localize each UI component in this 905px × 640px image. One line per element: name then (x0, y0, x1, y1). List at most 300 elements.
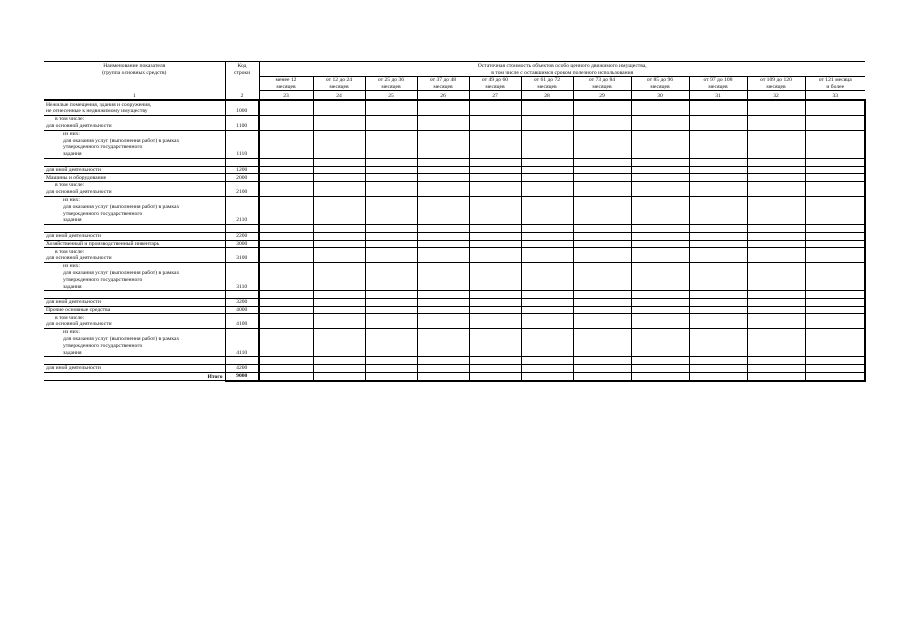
value-cell[interactable] (805, 174, 865, 182)
value-cell[interactable] (805, 357, 865, 365)
value-cell[interactable] (469, 240, 521, 248)
value-cell[interactable] (747, 166, 805, 174)
value-cell[interactable] (805, 365, 865, 373)
value-cell[interactable] (521, 123, 573, 130)
value-cell[interactable] (573, 232, 631, 240)
value-cell[interactable] (805, 372, 865, 380)
value-cell[interactable] (365, 189, 417, 196)
value-cell[interactable] (365, 204, 417, 211)
value-cell[interactable] (747, 144, 805, 151)
value-cell[interactable] (747, 182, 805, 189)
value-cell[interactable] (417, 365, 469, 373)
value-cell[interactable] (747, 108, 805, 115)
value-cell[interactable] (469, 108, 521, 115)
value-cell[interactable] (521, 189, 573, 196)
value-cell[interactable] (631, 314, 689, 321)
value-cell[interactable] (689, 115, 747, 122)
value-cell[interactable] (469, 123, 521, 130)
value-cell[interactable] (365, 158, 417, 166)
value-cell[interactable] (631, 151, 689, 158)
value-cell[interactable] (747, 123, 805, 130)
value-cell[interactable] (469, 204, 521, 211)
value-cell[interactable] (259, 306, 313, 314)
value-cell[interactable] (313, 217, 365, 224)
value-cell[interactable] (313, 349, 365, 356)
value-cell[interactable] (313, 283, 365, 290)
value-cell[interactable] (313, 343, 365, 350)
value-cell[interactable] (365, 343, 417, 350)
value-cell[interactable] (747, 277, 805, 284)
value-cell[interactable] (259, 144, 313, 151)
value-cell[interactable] (805, 262, 865, 269)
value-cell[interactable] (521, 182, 573, 189)
value-cell[interactable] (747, 336, 805, 343)
value-cell[interactable] (521, 336, 573, 343)
value-cell[interactable] (747, 298, 805, 306)
value-cell[interactable] (521, 306, 573, 314)
value-cell[interactable] (805, 210, 865, 217)
value-cell[interactable] (417, 277, 469, 284)
value-cell[interactable] (521, 210, 573, 217)
value-cell[interactable] (259, 108, 313, 115)
value-cell[interactable] (365, 306, 417, 314)
value-cell[interactable] (259, 283, 313, 290)
value-cell[interactable] (469, 336, 521, 343)
value-cell[interactable] (805, 232, 865, 240)
value-cell[interactable] (631, 262, 689, 269)
value-cell[interactable] (805, 298, 865, 306)
value-cell[interactable] (573, 210, 631, 217)
value-cell[interactable] (573, 130, 631, 137)
value-cell[interactable] (365, 357, 417, 365)
value-cell[interactable] (631, 224, 689, 232)
value-cell[interactable] (259, 314, 313, 321)
value-cell[interactable] (631, 343, 689, 350)
value-cell[interactable] (805, 204, 865, 211)
value-cell[interactable] (313, 372, 365, 380)
value-cell[interactable] (747, 196, 805, 203)
value-cell[interactable] (313, 100, 365, 108)
value-cell[interactable] (365, 224, 417, 232)
value-cell[interactable] (365, 182, 417, 189)
value-cell[interactable] (689, 204, 747, 211)
value-cell[interactable] (365, 291, 417, 299)
value-cell[interactable] (259, 210, 313, 217)
value-cell[interactable] (259, 298, 313, 306)
value-cell[interactable] (365, 372, 417, 380)
value-cell[interactable] (805, 349, 865, 356)
value-cell[interactable] (805, 336, 865, 343)
value-cell[interactable] (469, 196, 521, 203)
value-cell[interactable] (521, 240, 573, 248)
value-cell[interactable] (469, 210, 521, 217)
value-cell[interactable] (805, 329, 865, 336)
value-cell[interactable] (573, 189, 631, 196)
value-cell[interactable] (417, 262, 469, 269)
value-cell[interactable] (313, 158, 365, 166)
value-cell[interactable] (313, 151, 365, 158)
value-cell[interactable] (469, 357, 521, 365)
value-cell[interactable] (417, 137, 469, 144)
value-cell[interactable] (631, 365, 689, 373)
value-cell[interactable] (805, 306, 865, 314)
value-cell[interactable] (573, 100, 631, 108)
value-cell[interactable] (365, 217, 417, 224)
value-cell[interactable] (747, 151, 805, 158)
value-cell[interactable] (521, 314, 573, 321)
value-cell[interactable] (805, 255, 865, 262)
value-cell[interactable] (573, 108, 631, 115)
value-cell[interactable] (365, 144, 417, 151)
value-cell[interactable] (469, 349, 521, 356)
value-cell[interactable] (313, 123, 365, 130)
value-cell[interactable] (259, 372, 313, 380)
value-cell[interactable] (631, 130, 689, 137)
value-cell[interactable] (689, 108, 747, 115)
value-cell[interactable] (469, 232, 521, 240)
value-cell[interactable] (805, 151, 865, 158)
value-cell[interactable] (805, 189, 865, 196)
value-cell[interactable] (417, 204, 469, 211)
value-cell[interactable] (631, 144, 689, 151)
value-cell[interactable] (689, 196, 747, 203)
value-cell[interactable] (631, 108, 689, 115)
value-cell[interactable] (747, 210, 805, 217)
value-cell[interactable] (573, 298, 631, 306)
value-cell[interactable] (417, 174, 469, 182)
value-cell[interactable] (521, 174, 573, 182)
value-cell[interactable] (573, 217, 631, 224)
value-cell[interactable] (417, 270, 469, 277)
value-cell[interactable] (365, 349, 417, 356)
value-cell[interactable] (313, 298, 365, 306)
value-cell[interactable] (573, 151, 631, 158)
value-cell[interactable] (631, 291, 689, 299)
value-cell[interactable] (313, 277, 365, 284)
value-cell[interactable] (469, 365, 521, 373)
value-cell[interactable] (259, 248, 313, 255)
value-cell[interactable] (689, 174, 747, 182)
value-cell[interactable] (417, 210, 469, 217)
value-cell[interactable] (365, 329, 417, 336)
value-cell[interactable] (469, 174, 521, 182)
value-cell[interactable] (365, 283, 417, 290)
value-cell[interactable] (689, 224, 747, 232)
value-cell[interactable] (747, 248, 805, 255)
value-cell[interactable] (689, 189, 747, 196)
value-cell[interactable] (365, 115, 417, 122)
value-cell[interactable] (805, 158, 865, 166)
value-cell[interactable] (469, 144, 521, 151)
value-cell[interactable] (313, 182, 365, 189)
value-cell[interactable] (747, 204, 805, 211)
value-cell[interactable] (573, 291, 631, 299)
value-cell[interactable] (313, 144, 365, 151)
value-cell[interactable] (313, 174, 365, 182)
value-cell[interactable] (689, 240, 747, 248)
value-cell[interactable] (573, 144, 631, 151)
value-cell[interactable] (689, 314, 747, 321)
value-cell[interactable] (747, 130, 805, 137)
value-cell[interactable] (631, 270, 689, 277)
value-cell[interactable] (259, 255, 313, 262)
value-cell[interactable] (573, 349, 631, 356)
value-cell[interactable] (365, 298, 417, 306)
value-cell[interactable] (747, 306, 805, 314)
value-cell[interactable] (313, 306, 365, 314)
value-cell[interactable] (747, 217, 805, 224)
value-cell[interactable] (313, 240, 365, 248)
value-cell[interactable] (417, 224, 469, 232)
value-cell[interactable] (259, 196, 313, 203)
value-cell[interactable] (313, 357, 365, 365)
value-cell[interactable] (259, 262, 313, 269)
value-cell[interactable] (417, 130, 469, 137)
value-cell[interactable] (365, 321, 417, 328)
value-cell[interactable] (573, 123, 631, 130)
value-cell[interactable] (365, 270, 417, 277)
value-cell[interactable] (805, 270, 865, 277)
value-cell[interactable] (573, 283, 631, 290)
value-cell[interactable] (805, 291, 865, 299)
value-cell[interactable] (573, 166, 631, 174)
value-cell[interactable] (469, 217, 521, 224)
value-cell[interactable] (365, 100, 417, 108)
value-cell[interactable] (689, 151, 747, 158)
value-cell[interactable] (417, 115, 469, 122)
value-cell[interactable] (631, 115, 689, 122)
value-cell[interactable] (521, 130, 573, 137)
value-cell[interactable] (313, 262, 365, 269)
value-cell[interactable] (747, 174, 805, 182)
value-cell[interactable] (417, 144, 469, 151)
value-cell[interactable] (747, 255, 805, 262)
value-cell[interactable] (805, 283, 865, 290)
value-cell[interactable] (631, 137, 689, 144)
value-cell[interactable] (521, 270, 573, 277)
value-cell[interactable] (521, 144, 573, 151)
value-cell[interactable] (521, 217, 573, 224)
value-cell[interactable] (417, 123, 469, 130)
value-cell[interactable] (747, 283, 805, 290)
value-cell[interactable] (689, 123, 747, 130)
value-cell[interactable] (805, 123, 865, 130)
value-cell[interactable] (805, 343, 865, 350)
value-cell[interactable] (573, 204, 631, 211)
value-cell[interactable] (689, 283, 747, 290)
value-cell[interactable] (365, 262, 417, 269)
value-cell[interactable] (417, 291, 469, 299)
value-cell[interactable] (259, 217, 313, 224)
value-cell[interactable] (689, 166, 747, 174)
value-cell[interactable] (417, 343, 469, 350)
value-cell[interactable] (573, 240, 631, 248)
value-cell[interactable] (631, 277, 689, 284)
value-cell[interactable] (689, 365, 747, 373)
value-cell[interactable] (521, 248, 573, 255)
value-cell[interactable] (521, 255, 573, 262)
value-cell[interactable] (469, 130, 521, 137)
value-cell[interactable] (259, 158, 313, 166)
value-cell[interactable] (573, 314, 631, 321)
value-cell[interactable] (365, 151, 417, 158)
value-cell[interactable] (365, 336, 417, 343)
value-cell[interactable] (521, 283, 573, 290)
value-cell[interactable] (259, 291, 313, 299)
value-cell[interactable] (417, 248, 469, 255)
value-cell[interactable] (747, 262, 805, 269)
value-cell[interactable] (689, 372, 747, 380)
value-cell[interactable] (259, 115, 313, 122)
value-cell[interactable] (259, 166, 313, 174)
value-cell[interactable] (805, 321, 865, 328)
value-cell[interactable] (313, 248, 365, 255)
value-cell[interactable] (469, 166, 521, 174)
value-cell[interactable] (417, 349, 469, 356)
value-cell[interactable] (689, 137, 747, 144)
value-cell[interactable] (747, 329, 805, 336)
value-cell[interactable] (469, 189, 521, 196)
value-cell[interactable] (469, 100, 521, 108)
value-cell[interactable] (259, 204, 313, 211)
value-cell[interactable] (805, 115, 865, 122)
value-cell[interactable] (259, 130, 313, 137)
value-cell[interactable] (573, 270, 631, 277)
value-cell[interactable] (313, 232, 365, 240)
value-cell[interactable] (313, 224, 365, 232)
value-cell[interactable] (417, 357, 469, 365)
value-cell[interactable] (259, 357, 313, 365)
value-cell[interactable] (573, 306, 631, 314)
value-cell[interactable] (747, 314, 805, 321)
value-cell[interactable] (631, 196, 689, 203)
value-cell[interactable] (365, 248, 417, 255)
value-cell[interactable] (631, 336, 689, 343)
value-cell[interactable] (689, 291, 747, 299)
value-cell[interactable] (573, 182, 631, 189)
value-cell[interactable] (417, 321, 469, 328)
value-cell[interactable] (689, 255, 747, 262)
value-cell[interactable] (469, 115, 521, 122)
value-cell[interactable] (689, 210, 747, 217)
value-cell[interactable] (313, 210, 365, 217)
value-cell[interactable] (365, 108, 417, 115)
value-cell[interactable] (469, 298, 521, 306)
value-cell[interactable] (313, 321, 365, 328)
value-cell[interactable] (417, 372, 469, 380)
value-cell[interactable] (313, 329, 365, 336)
value-cell[interactable] (805, 314, 865, 321)
value-cell[interactable] (631, 166, 689, 174)
value-cell[interactable] (805, 130, 865, 137)
value-cell[interactable] (631, 329, 689, 336)
value-cell[interactable] (689, 232, 747, 240)
value-cell[interactable] (573, 357, 631, 365)
value-cell[interactable] (417, 158, 469, 166)
value-cell[interactable] (521, 343, 573, 350)
value-cell[interactable] (689, 144, 747, 151)
value-cell[interactable] (521, 372, 573, 380)
value-cell[interactable] (313, 196, 365, 203)
value-cell[interactable] (573, 321, 631, 328)
value-cell[interactable] (521, 321, 573, 328)
value-cell[interactable] (573, 224, 631, 232)
value-cell[interactable] (313, 189, 365, 196)
value-cell[interactable] (313, 115, 365, 122)
value-cell[interactable] (689, 329, 747, 336)
value-cell[interactable] (469, 262, 521, 269)
value-cell[interactable] (313, 365, 365, 373)
value-cell[interactable] (417, 189, 469, 196)
value-cell[interactable] (469, 151, 521, 158)
value-cell[interactable] (365, 166, 417, 174)
value-cell[interactable] (259, 349, 313, 356)
value-cell[interactable] (689, 262, 747, 269)
value-cell[interactable] (573, 255, 631, 262)
value-cell[interactable] (417, 255, 469, 262)
value-cell[interactable] (259, 365, 313, 373)
value-cell[interactable] (469, 270, 521, 277)
value-cell[interactable] (365, 130, 417, 137)
value-cell[interactable] (417, 306, 469, 314)
value-cell[interactable] (573, 262, 631, 269)
value-cell[interactable] (365, 137, 417, 144)
value-cell[interactable] (689, 248, 747, 255)
value-cell[interactable] (521, 158, 573, 166)
value-cell[interactable] (469, 291, 521, 299)
value-cell[interactable] (259, 232, 313, 240)
value-cell[interactable] (259, 123, 313, 130)
value-cell[interactable] (313, 108, 365, 115)
value-cell[interactable] (469, 277, 521, 284)
value-cell[interactable] (689, 336, 747, 343)
value-cell[interactable] (631, 240, 689, 248)
value-cell[interactable] (521, 115, 573, 122)
value-cell[interactable] (521, 166, 573, 174)
value-cell[interactable] (747, 137, 805, 144)
value-cell[interactable] (417, 232, 469, 240)
value-cell[interactable] (805, 108, 865, 115)
value-cell[interactable] (747, 357, 805, 365)
value-cell[interactable] (805, 277, 865, 284)
value-cell[interactable] (365, 314, 417, 321)
value-cell[interactable] (365, 123, 417, 130)
value-cell[interactable] (469, 372, 521, 380)
value-cell[interactable] (747, 349, 805, 356)
value-cell[interactable] (521, 349, 573, 356)
value-cell[interactable] (259, 174, 313, 182)
value-cell[interactable] (521, 137, 573, 144)
value-cell[interactable] (689, 130, 747, 137)
value-cell[interactable] (805, 224, 865, 232)
value-cell[interactable] (631, 100, 689, 108)
value-cell[interactable] (689, 277, 747, 284)
value-cell[interactable] (259, 343, 313, 350)
value-cell[interactable] (805, 240, 865, 248)
value-cell[interactable] (573, 365, 631, 373)
value-cell[interactable] (365, 196, 417, 203)
value-cell[interactable] (689, 306, 747, 314)
value-cell[interactable] (689, 343, 747, 350)
value-cell[interactable] (417, 166, 469, 174)
value-cell[interactable] (417, 329, 469, 336)
value-cell[interactable] (747, 343, 805, 350)
value-cell[interactable] (631, 189, 689, 196)
value-cell[interactable] (469, 158, 521, 166)
value-cell[interactable] (521, 196, 573, 203)
value-cell[interactable] (521, 357, 573, 365)
value-cell[interactable] (573, 115, 631, 122)
